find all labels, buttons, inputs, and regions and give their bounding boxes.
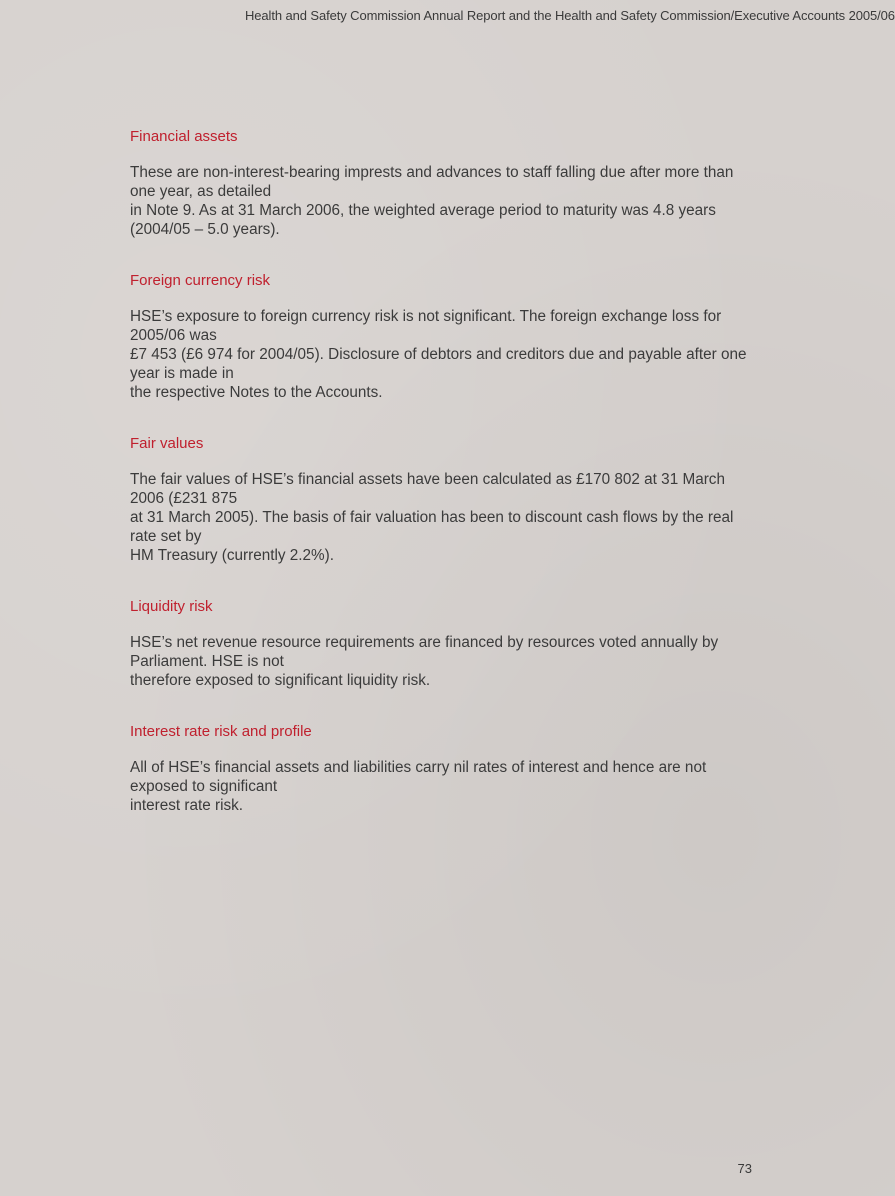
section-body: HSE’s exposure to foreign currency risk is not significant. The foreign exchange loss for 2005/06 was £7 453 (£6 974 for 2004/05). Disclosure of debtors and creditors due and payable after one year is made in the respective Notes to the Accounts. [130, 308, 747, 401]
main-content [130, 128, 760, 848]
section-body: The fair values of HSE’s financial assets have been calculated as £170 802 at 31 March 2006 (£231 875 at 31 March 2005). The basis of fair valuation has been to discount cash flows by the real rate set by HM Treasury (currently 2.2%). [130, 471, 734, 564]
section-heading: Interest rate risk and profile [130, 723, 312, 740]
section-liquidity-risk [130, 598, 760, 690]
section-heading: Financial assets [130, 128, 238, 145]
section-heading: Liquidity risk [130, 598, 213, 615]
section-heading: Fair values [130, 435, 204, 452]
section-heading: Foreign currency risk [130, 272, 271, 289]
section-body: These are non-interest-bearing imprests and advances to staff falling due after more than one year, as detailed in Note 9. As at 31 March 2006, the weighted average period to maturity was 4.8 years (2004/05 – 5.0 years). [130, 164, 734, 238]
section-body: All of HSE’s financial assets and liabilities carry nil rates of interest and hence are not exposed to significant interest rate risk. [130, 759, 707, 814]
section-interest-rate-risk [130, 723, 760, 815]
section-fair-values [130, 435, 760, 565]
running-header: Health and Safety Commission Annual Report and the Health and Safety Commission/Executive Accounts 2005/06 [245, 8, 895, 23]
section-financial-assets [130, 128, 760, 239]
section-foreign-currency-risk [130, 272, 760, 402]
section-body: HSE’s net revenue resource requirements are financed by resources voted annually by Parliament. HSE is not therefore exposed to significant liquidity risk. [130, 634, 719, 689]
page-number: 73 [737, 1161, 752, 1176]
